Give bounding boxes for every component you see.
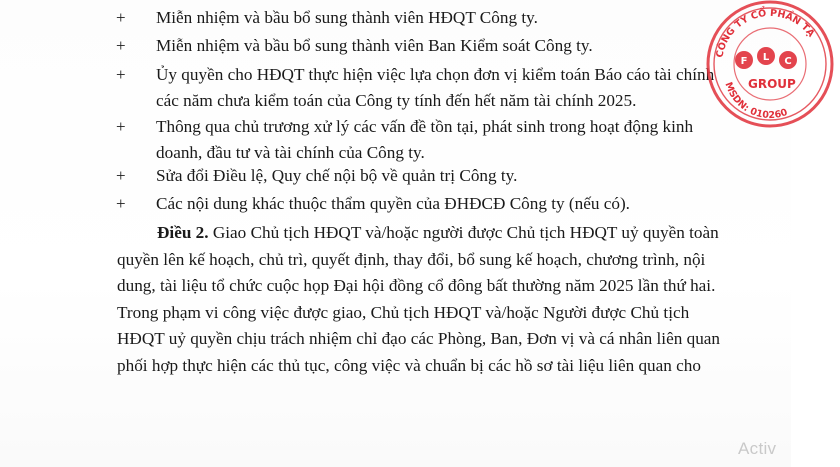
bullet-plus: + — [116, 8, 126, 27]
bullet-line: doanh, đầu tư và tài chính của Công ty. — [156, 143, 425, 162]
bullet-text — [156, 62, 716, 114]
article-paragraph — [117, 220, 737, 379]
bullet-line: Ủy quyền cho HĐQT thực hiện việc lựa chọn đơn vị kiểm toán Báo cáo tài chính — [156, 65, 715, 84]
bullet-line: Miễn nhiệm và bầu bổ sung thành viên HĐQT Công ty. — [156, 8, 538, 27]
bullet-line: Các nội dung khác thuộc thẩm quyền của ĐHĐCĐ Công ty (nếu có). — [156, 194, 630, 213]
seal-group-label: GROUP — [748, 77, 796, 91]
article-heading: Điều 2. — [157, 223, 209, 242]
bullet-text — [156, 33, 716, 59]
article-line: dung, tài liệu tổ chức cuộc họp Đại hội đồng cổ đông bất thường năm 2025 lần thứ hai. — [117, 276, 716, 295]
flc-logo — [735, 47, 797, 69]
article-line: quyền lên kế hoạch, chủ trì, quyết định, thay đổi, bổ sung kế hoạch, chương trình, nội — [117, 249, 706, 269]
bullet-plus: + — [116, 166, 126, 185]
bullet-plus: + — [116, 194, 126, 213]
article-first-line — [117, 220, 737, 247]
seal-arc-text: CÔNG TY CỔ PHẦN TẬ — [714, 7, 817, 59]
article-line: phối hợp thực hiện các thủ tục, công việc và chuẩn bị các hồ sơ tài liệu liên quan cho — [117, 355, 701, 375]
bullet-line: Sửa đổi Điều lệ, Quy chế nội bộ về quản trị Công ty. — [156, 166, 518, 185]
article-line: Trong phạm vi công việc được giao, Chủ tịch HĐQT và/hoặc Người được Chủ tịch — [117, 302, 690, 322]
bullet-plus: + — [116, 36, 126, 55]
bullet-text — [156, 191, 716, 217]
company-seal — [700, 0, 840, 134]
logo-letter: L — [762, 52, 770, 63]
bullet-plus: + — [116, 65, 126, 84]
logo-letter: C — [784, 56, 792, 67]
bullet-text — [156, 114, 716, 166]
bullet-text — [156, 163, 716, 189]
logo-letter: F — [740, 56, 748, 67]
activation-watermark: Activ — [738, 439, 777, 458]
article-line: HĐQT uỷ quyền chịu trách nhiệm chỉ đạo các Phòng, Ban, Đơn vị và cá nhân liên quan — [117, 329, 721, 348]
bullet-text — [156, 5, 716, 31]
bullet-line: Thông qua chủ trương xử lý các vấn đề tồn tại, phát sinh trong hoạt động kinh — [156, 117, 694, 136]
bullet-line: Miễn nhiệm và bầu bổ sung thành viên Ban Kiểm soát Công ty. — [156, 36, 593, 55]
seal-msdn-text: MSDN: 010260 — [722, 80, 789, 122]
article-first-line-text: Giao Chủ tịch HĐQT và/hoặc người được Chủ tịch HĐQT uỷ quyền toàn — [208, 223, 719, 242]
bullet-line: các năm chưa kiểm toán của Công ty tính đến hết năm tài chính 2025. — [156, 91, 637, 110]
bullet-plus: + — [116, 117, 126, 136]
